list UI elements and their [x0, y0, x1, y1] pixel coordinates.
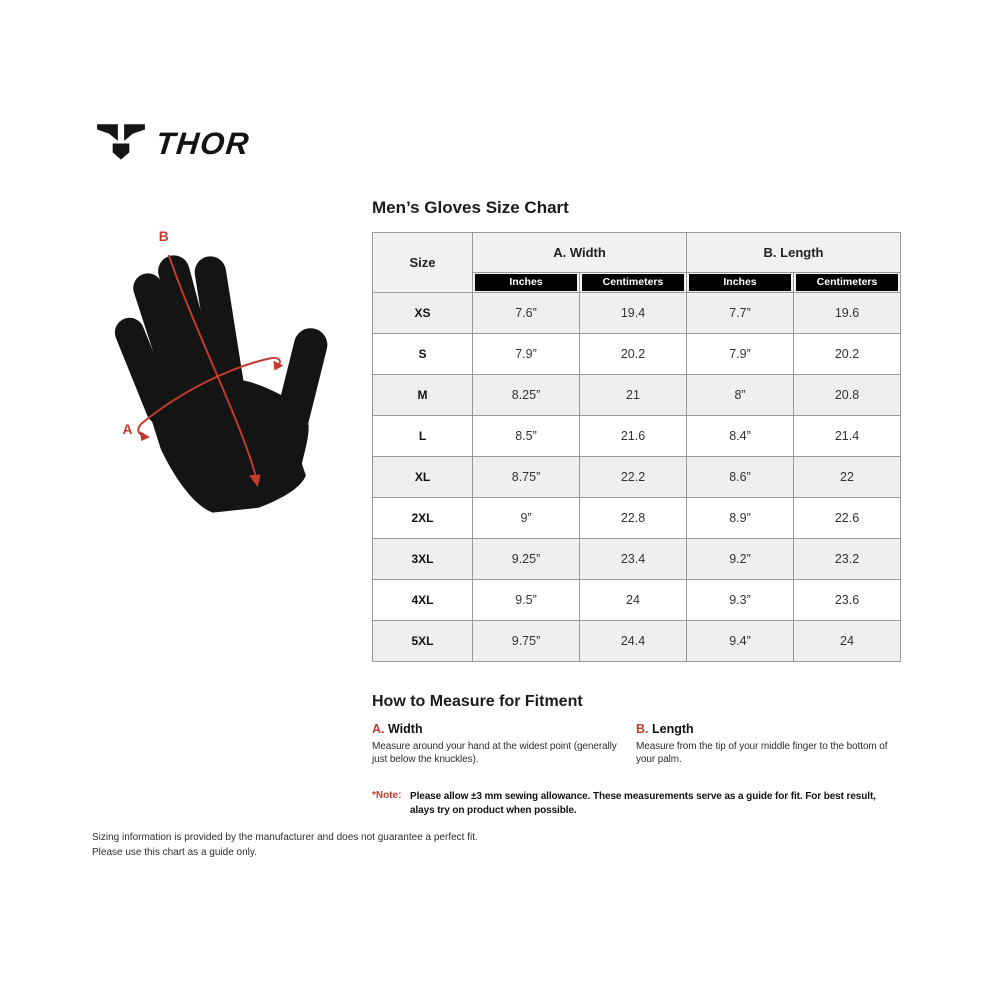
figure-label-a: A [122, 422, 133, 438]
size-cell: L [373, 416, 473, 457]
value-cell: 20.2 [794, 334, 901, 375]
table-row [373, 334, 901, 375]
table-row [373, 580, 901, 621]
header-length-group: B. Length [687, 233, 901, 273]
value-cell: 24.4 [580, 621, 687, 662]
value-cell: 8.6” [687, 457, 794, 498]
value-cell: 21.4 [794, 416, 901, 457]
header-size: Size [373, 233, 473, 293]
value-cell: 7.9” [473, 334, 580, 375]
measure-instructions [372, 722, 900, 766]
unit-label: Inches [689, 274, 791, 291]
value-cell: 23.6 [794, 580, 901, 621]
value-cell: 8.75” [473, 457, 580, 498]
value-cell: 20.8 [794, 375, 901, 416]
value-cell: 8.25” [473, 375, 580, 416]
size-cell: 2XL [373, 498, 473, 539]
unit-cell [687, 273, 794, 293]
value-cell: 20.2 [580, 334, 687, 375]
size-cell: M [373, 375, 473, 416]
note-label: *Note: [372, 790, 402, 801]
value-cell: 8.5” [473, 416, 580, 457]
value-cell: 22.2 [580, 457, 687, 498]
size-cell: 5XL [373, 621, 473, 662]
value-cell: 7.9” [687, 334, 794, 375]
measure-description: Measure from the tip of your middle finger to the bottom of your palm. [636, 741, 888, 765]
unit-label: Inches [475, 274, 577, 291]
value-cell: 9.25” [473, 539, 580, 580]
table-row [373, 498, 901, 539]
value-cell: 9.3” [687, 580, 794, 621]
table-row [373, 293, 901, 334]
thor-horns-icon [95, 121, 147, 167]
value-cell: 9.2” [687, 539, 794, 580]
measure-letter: A. [372, 722, 385, 736]
size-chart-section [372, 198, 900, 818]
figure-label-b: B [158, 229, 169, 245]
size-cell: S [373, 334, 473, 375]
table-row [373, 621, 901, 662]
measure-letter: B. [636, 722, 649, 736]
sizing-note [372, 790, 900, 818]
value-cell: 8.9” [687, 498, 794, 539]
value-cell: 21 [580, 375, 687, 416]
brand-logo [95, 121, 250, 167]
value-cell: 19.4 [580, 293, 687, 334]
value-cell: 23.2 [794, 539, 901, 580]
size-chart-table [372, 232, 901, 662]
size-cell: 4XL [373, 580, 473, 621]
measure-title: Width [387, 722, 423, 736]
disclaimer-line: Please use this chart as a guide only. [92, 846, 257, 858]
measure-item-length [636, 722, 900, 766]
unit-cell [580, 273, 687, 293]
table-row [373, 416, 901, 457]
value-cell: 22.8 [580, 498, 687, 539]
disclaimer [92, 831, 478, 860]
unit-label: Centimeters [582, 274, 684, 291]
note-text: Please allow ±3 mm sewing allowance. These measurements serve as a guide for fit. For best result, alays try on product when possible. [410, 791, 876, 816]
table-row [373, 457, 901, 498]
unit-cell [473, 273, 580, 293]
measure-item-width [372, 722, 636, 766]
unit-cell [794, 273, 901, 293]
measure-title: Length [651, 722, 694, 736]
brand-wordmark: THOR [154, 126, 252, 161]
page-title: Men’s Gloves Size Chart [372, 198, 569, 217]
table-row [373, 375, 901, 416]
disclaimer-line: Sizing information is provided by the manufacturer and does not guarantee a perfect fit. [92, 832, 478, 843]
unit-label: Centimeters [796, 274, 898, 291]
header-width-group: A. Width [473, 233, 687, 273]
size-cell: XL [373, 457, 473, 498]
value-cell: 9.75” [473, 621, 580, 662]
measure-label [372, 722, 636, 736]
table-row [373, 539, 901, 580]
value-cell: 23.4 [580, 539, 687, 580]
glove-measurement-figure [100, 220, 345, 522]
value-cell: 7.6” [473, 293, 580, 334]
measure-heading: How to Measure for Fitment [372, 693, 583, 710]
glove-silhouette-icon [100, 220, 345, 522]
value-cell: 9.4” [687, 621, 794, 662]
measure-label [636, 722, 900, 736]
value-cell: 22 [794, 457, 901, 498]
value-cell: 7.7” [687, 293, 794, 334]
measure-description: Measure around your hand at the widest point (generally just below the knuckles). [372, 741, 617, 765]
value-cell: 8” [687, 375, 794, 416]
value-cell: 9.5” [473, 580, 580, 621]
size-cell: 3XL [373, 539, 473, 580]
value-cell: 9” [473, 498, 580, 539]
value-cell: 24 [580, 580, 687, 621]
size-cell: XS [373, 293, 473, 334]
value-cell: 24 [794, 621, 901, 662]
value-cell: 8.4” [687, 416, 794, 457]
value-cell: 22.6 [794, 498, 901, 539]
value-cell: 19.6 [794, 293, 901, 334]
value-cell: 21.6 [580, 416, 687, 457]
